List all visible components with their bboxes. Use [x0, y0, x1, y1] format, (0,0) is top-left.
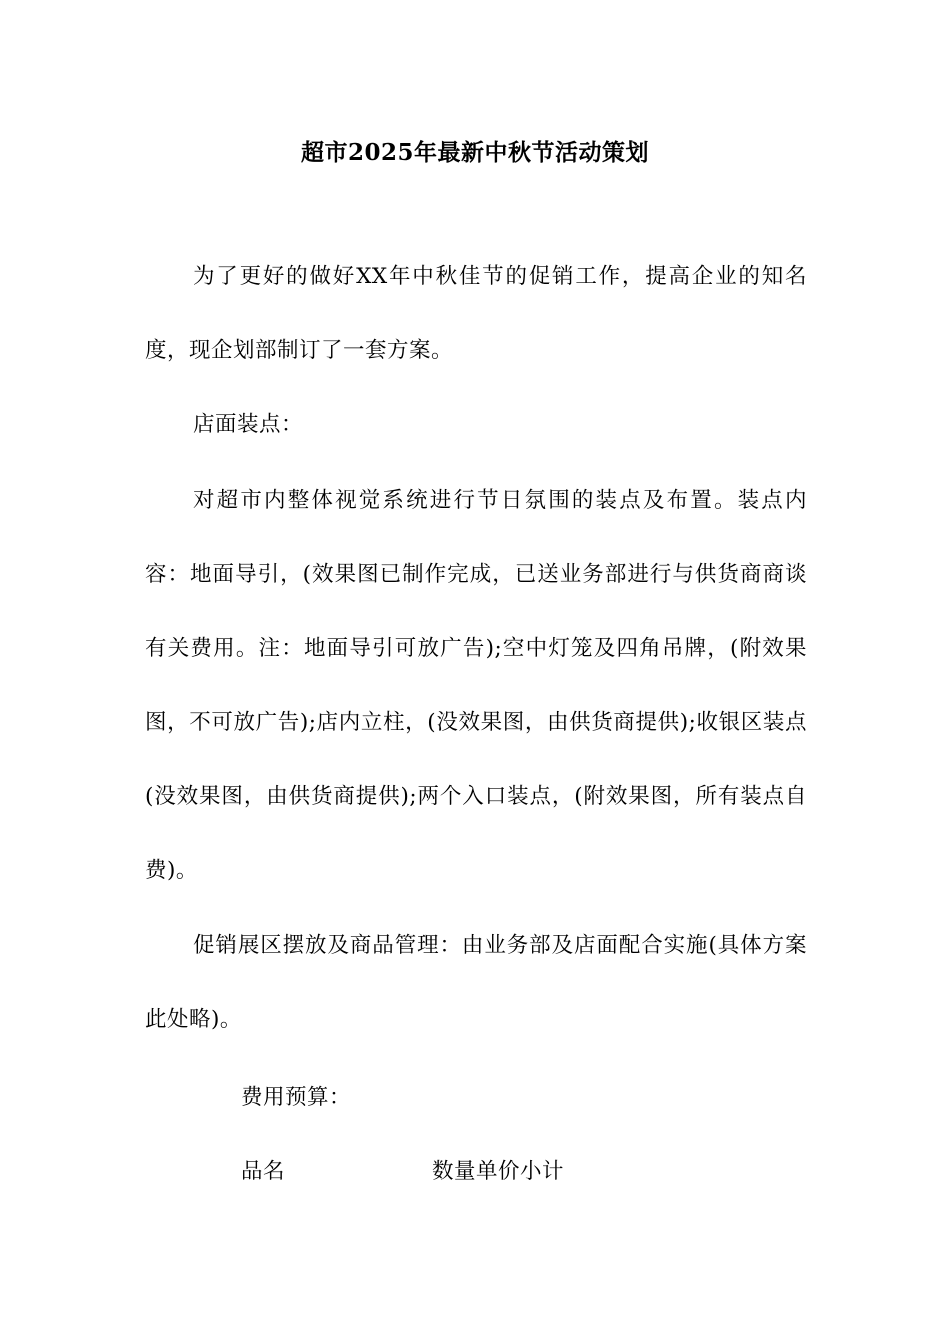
- document-title: 超市2025年最新中秋节活动策划: [300, 139, 649, 166]
- budget-label: 费用预算：: [241, 1085, 352, 1110]
- store-decoration-heading: 店面装点：: [193, 412, 304, 437]
- promotion-area-paragraph: 促销展区摆放及商品管理：由业务部及店面配合实施(具体方案此处略)。: [145, 933, 807, 1032]
- intro-paragraph: 为了更好的做好XX年中秋佳节的促销工作，提高企业的知名度，现企划部制订了一套方案。: [145, 264, 807, 363]
- table-header-columns: 数量单价小计: [432, 1159, 565, 1184]
- decoration-details-paragraph: 对超市内整体视觉系统进行节日氛围的装点及布置。装点内容：地面导引，(效果图已制作完成，已送业务部进行与供货商商谈有关费用。注：地面导引可放广告);空中灯笼及四角吊牌，(附效果图，不可放广告);店内立柱，(没效果图，由供货商提供);收银区装点(没效果图，由供货商提供);两个入口装点，(附效果图，所有装点自费)。: [145, 488, 807, 883]
- table-header-item-name: 品名: [241, 1159, 286, 1184]
